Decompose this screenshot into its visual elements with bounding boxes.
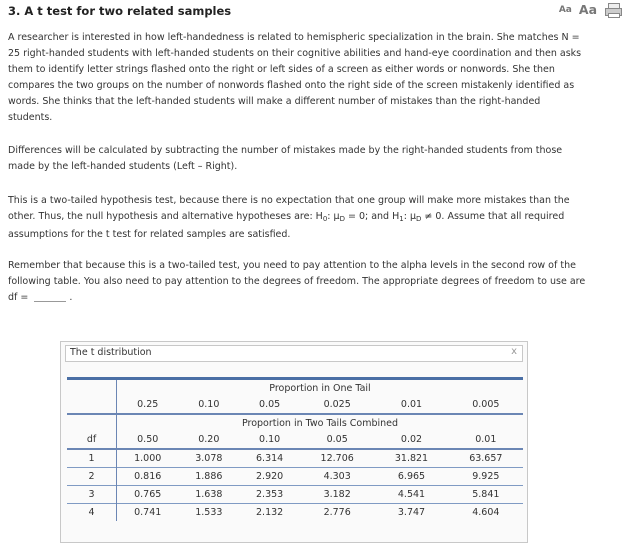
df-cell: 4 [67,504,117,522]
t-value: 2.776 [300,504,374,522]
scenario-paragraph: A researcher is interested in how left-handedness is related to hemispheric specialization in the brain. She matches N = 25 right-handed students with left-handed students on their cognitive abilities and hand-eye coordination and then asks them to identify letter strings flashed onto the right or left sides of a screen as either words or nonwords. She then compares the two groups on the number of nonwords flashed onto the right side of the screen mistakenly identified as words. She thinks that the left-handed students will make a different number of mistakes than the right-handed students. [8,32,582,123]
two-tail-value: 0.02 [400,434,423,445]
t-value: 31.821 [374,449,448,468]
print-icon[interactable] [605,3,622,17]
two-tail-value: 0.01 [475,434,497,445]
table-row [67,468,523,486]
t-table [67,377,523,521]
table-row [67,486,523,504]
two-tail-value: 0.20 [198,434,220,445]
t-value: 4.604 [449,504,523,522]
t-value: 4.541 [374,486,448,504]
t-value: 1.638 [178,486,239,504]
two-tail-value: 0.50 [137,434,159,445]
t-value: 1.886 [178,468,239,486]
table-row [67,449,523,468]
t-value: 0.765 [117,486,179,504]
t-value: 3.078 [178,449,239,468]
two-tail-value: 0.05 [326,434,348,445]
decrease-text-size-button[interactable]: Aa [558,4,572,15]
t-value: 9.925 [449,468,523,486]
t-distribution-panel [60,341,528,543]
t-value: 1.533 [178,504,239,522]
one-tail-label: Proportion in One Tail [269,382,371,394]
t-value: 63.657 [449,449,523,468]
panel-header [65,345,523,362]
one-tail-value: 0.01 [400,399,423,410]
t-value: 2.353 [239,486,300,504]
t-value: 1.000 [117,449,179,468]
t-value: 3.747 [374,504,448,522]
two-tail-label: Proportion in Two Tails Combined [117,414,524,431]
increase-text-size-button[interactable]: Aa [578,2,597,17]
t-value: 2.920 [239,468,300,486]
one-tail-value: 0.005 [472,399,500,410]
t-value: 5.841 [449,486,523,504]
one-tail-value: 0.25 [137,399,159,410]
t-value: 2.132 [239,504,300,522]
t-value: 6.965 [374,468,448,486]
panel-title: The t distribution [70,347,152,358]
t-value: 3.182 [300,486,374,504]
df-cell: 1 [67,449,117,468]
df-instruction-paragraph: Remember that because this is a two-tailed test, you need to pay attention to the alpha levels in the second row of the following table. You also need to pay attention to the degrees of freedom. The appropriate degrees of freedom to use are df = . [8,260,586,303]
t-value: 12.706 [300,449,374,468]
one-tail-value: 0.025 [323,399,351,410]
table-row [67,504,523,522]
hypotheses-paragraph: This is a two-tailed hypothesis test, because there is no expectation that one group will make more mistakes than the other. Thus, the null hypothesis and alternative hypotheses are: $H_0$: $\mu_D = 0$; and $H_1$: $\mu_D \ne 0$. Assume that all required assumptions for the t test for related samples are satisfied. [8,195,570,240]
close-icon[interactable]: x [511,346,517,357]
t-value: 6.314 [239,449,300,468]
question-title: 3. A t test for two related samples [8,4,232,18]
t-value: 0.741 [117,504,179,522]
one-tail-value: 0.05 [259,399,281,410]
two-tail-value: 0.10 [259,434,281,445]
df-header: df [67,431,117,449]
question-header [8,4,622,20]
toolbar [559,2,622,17]
t-value: 0.816 [117,468,179,486]
t-value: 4.303 [300,468,374,486]
df-answer-input[interactable] [34,291,66,302]
one-tail-value: 0.10 [198,399,220,410]
df-cell: 2 [67,468,117,486]
differences-paragraph: Differences will be calculated by subtracting the number of mistakes made by the right-handed students from those made by the left-handed students (Left – Right). [8,145,563,172]
df-cell: 3 [67,486,117,504]
